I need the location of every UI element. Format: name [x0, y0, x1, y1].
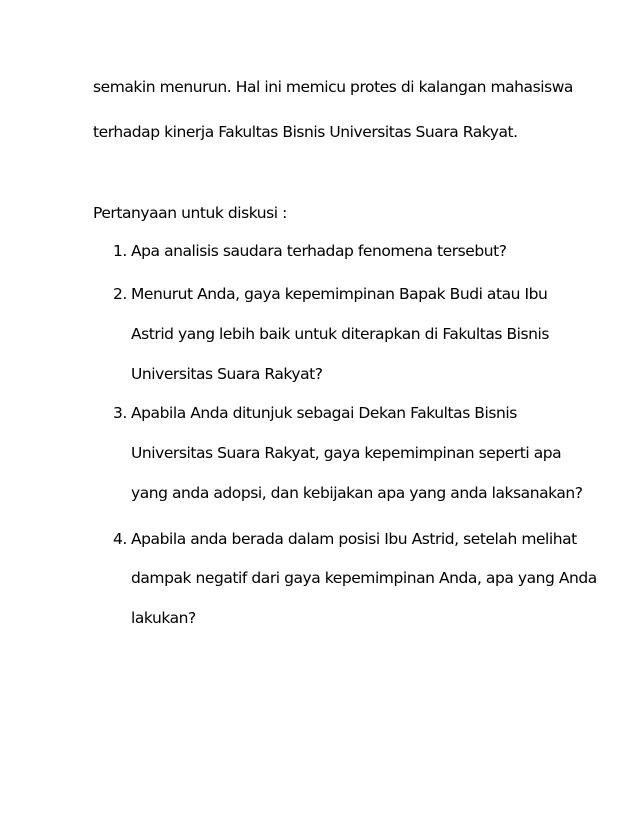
- question-number: 1.: [113, 242, 127, 260]
- question-line: Universitas Suara Rakyat, gaya kepemimpinan seperti apa: [131, 444, 562, 462]
- question-line: dampak negatif dari gaya kepemimpinan Anda, apa yang Anda: [131, 569, 597, 587]
- discussion-heading: Pertanyaan untuk diskusi :: [93, 204, 287, 222]
- question-line: Astrid yang lebih baik untuk diterapkan di Fakultas Bisnis: [131, 325, 550, 343]
- question-line: Universitas Suara Rakyat?: [131, 365, 323, 383]
- question-number: 4.: [113, 530, 127, 548]
- question-number: 2.: [113, 285, 127, 303]
- question-line: lakukan?: [131, 609, 196, 627]
- question-line: Apabila anda berada dalam posisi Ibu Astrid, setelah melihat: [131, 530, 577, 548]
- question-line: Apa analisis saudara terhadap fenomena tersebut?: [131, 242, 507, 260]
- question-line: Menurut Anda, gaya kepemimpinan Bapak Budi atau Ibu: [131, 285, 548, 303]
- question-line: yang anda adopsi, dan kebijakan apa yang anda laksanakan?: [131, 484, 583, 502]
- paragraph-line: terhadap kinerja Fakultas Bisnis Universitas Suara Rakyat.: [93, 123, 518, 141]
- question-number: 3.: [113, 404, 127, 422]
- question-line: Apabila Anda ditunjuk sebagai Dekan Fakultas Bisnis: [131, 404, 517, 422]
- paragraph-line: semakin menurun. Hal ini memicu protes di kalangan mahasiswa: [93, 78, 573, 96]
